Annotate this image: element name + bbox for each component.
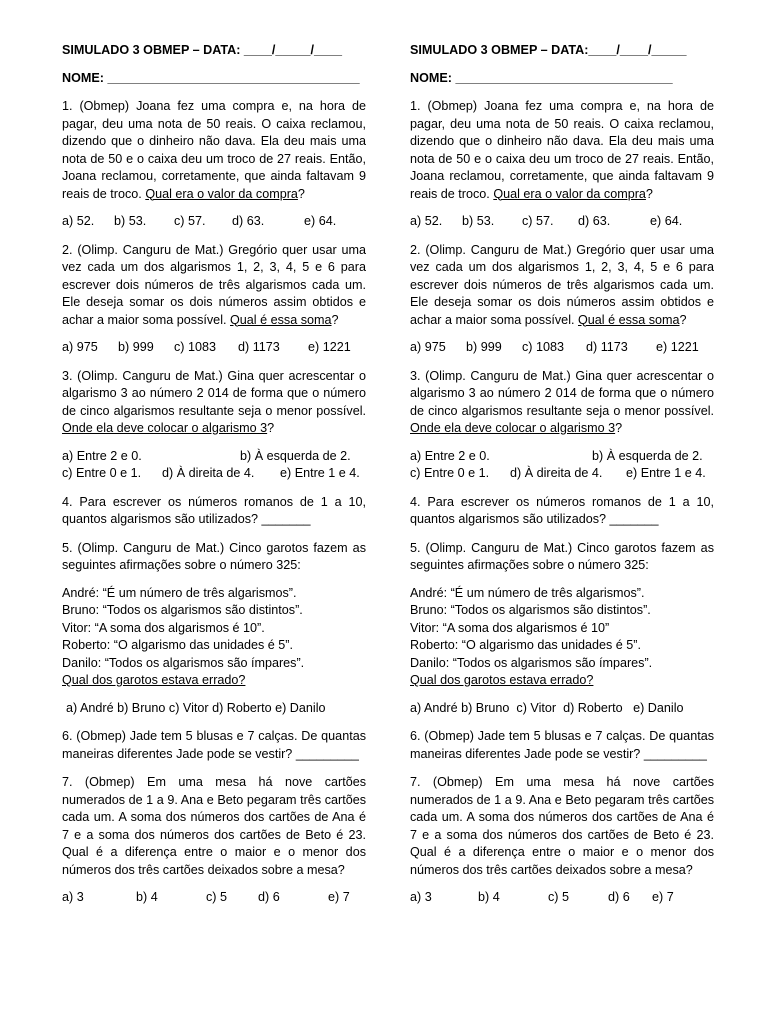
option-b: b) À esquerda de 2. (240, 448, 351, 463)
q4-text: 4. Para escrever os números romanos de 1 a 10, quantos algarismos são utilizados? _______ (410, 494, 714, 526)
q7-options (410, 889, 714, 907)
option-e: e) 7 (328, 890, 350, 904)
question-1: 1. (Obmep) Joana fez uma compra e, na hora de pagar, deu uma nota de 50 reais. O caixa reclamou, dizendo que o dinheiro não dava. Ela deu mais uma nota de 50 e o caixa deu um troco de 27 reais. Então, Joana reclamou, corretamente, que ainda faltavam 9 reais de troco. Qual era o valor da compra? a) 52. b) 53. c) 57. d) 63. e) 64. (62, 98, 366, 231)
option-d: d) Roberto (563, 700, 623, 715)
option-c: c) Entre 0 e 1. (62, 466, 142, 480)
q1-question: Qual era o valor da compra (145, 186, 298, 201)
question-3: 3. (Olimp. Canguru de Mat.) Gina quer acrescentar o algarismo 3 ao número 2 014 de forma que o número de cinco algarismos resultante seja o menor possível. Onde ela deve colocar o algarismo 3? a) Entre 2 e 0. b) À esquerda de 2. c) Entre 0 e 1. d) À direita de 4. e) Entre 1 e 4. (410, 368, 714, 483)
option-c: c) Entre 0 e 1. (410, 466, 490, 480)
q6-text: 6. (Obmep) Jade tem 5 blusas e 7 calças. De quantas maneiras diferentes Jade pode se vestir? _________ (62, 729, 366, 761)
name-line: NOME: _______________________________ (410, 70, 673, 85)
option-c: c) 5 (206, 890, 227, 904)
option-e: e) 1221 (656, 340, 699, 354)
option-a: a) 52. (410, 214, 443, 228)
option-e: e) 7 (652, 890, 674, 904)
option-c: c) Vitor (168, 700, 209, 715)
option-d: d) 1173 (238, 340, 280, 354)
option-c: c) 57. (174, 214, 206, 228)
statement-bruno: Bruno: “Todos os algarismos são distintos”. (62, 603, 303, 617)
option-a: a) Entre 2 e 0. (62, 448, 142, 463)
option-b: b) 53. (462, 214, 495, 228)
option-e: e) Danilo (275, 700, 326, 715)
q5-statements (62, 585, 366, 690)
q2-options (62, 339, 366, 357)
option-e: e) Entre 1 e 4. (626, 466, 706, 480)
question-5 (410, 540, 714, 718)
option-c: c) 5 (548, 890, 569, 904)
statement-andre: André: “É um número de três algarismos”. (62, 585, 297, 600)
q5-text: 5. (Olimp. Canguru de Mat.) Cinco garotos fazem as seguintes afirmações sobre o número 325: (410, 540, 714, 572)
statement-roberto: Roberto: “O algarismo das unidades é 5”. (62, 638, 294, 652)
option-b: b) 4 (136, 890, 158, 904)
q2-question: Qual é essa soma (230, 312, 332, 327)
option-e: e) Danilo (633, 700, 684, 715)
q7-text: 7. (Obmep) Em uma mesa há nove cartões numerados de 1 a 9. Ana e Beto pegaram três cartões cada um. A soma dos números dos cartões de Ana é 7 e a soma dos números dos cartões de Beto é 23. Qual é a diferença entre o maior e o menor dos números dos três cartões deixados sobre a mesa? (62, 775, 366, 877)
option-d: d) À direita de 4. (162, 466, 255, 480)
statement-roberto: Roberto: “O algarismo das unidades é 5”. (410, 638, 642, 652)
q1-options (62, 213, 366, 231)
q5-text: 5. (Olimp. Canguru de Mat.) Cinco garotos fazem as seguintes afirmações sobre o número 325: (62, 540, 366, 572)
q7-options (62, 889, 366, 907)
option-e: e) 64. (650, 214, 683, 228)
q1-text: 1. (Obmep) Joana fez uma compra e, na hora de pagar, deu uma nota de 50 reais. O caixa reclamou, dizendo que o dinheiro não dava. Ela deu mais uma nota de 50 e o caixa deu um troco de 27 reais. Então, Joana reclamou, corretamente, que ainda faltavam 9 reais de troco. (62, 99, 366, 201)
question-4 (62, 494, 366, 529)
question-7 (410, 774, 714, 907)
option-d: d) 63. (578, 214, 611, 228)
q5-question: Qual dos garotos estava errado? (62, 673, 246, 687)
option-b: b) 53. (114, 214, 147, 228)
q5-options (410, 700, 714, 718)
right-column (410, 42, 714, 907)
option-b: b) Bruno (117, 700, 166, 715)
q4-text: 4. Para escrever os números romanos de 1 a 10, quantos algarismos são utilizados? _______ (62, 494, 366, 526)
option-b: b) À esquerda de 2. (592, 448, 703, 463)
left-column (62, 42, 366, 907)
option-a: a) André (66, 700, 114, 715)
q7-text: 7. (Obmep) Em uma mesa há nove cartões numerados de 1 a 9. Ana e Beto pegaram três cartões cada um. A soma dos números dos cartões de Ana é 7 e a soma dos números dos cartões de Beto é 23. Qual é a diferença entre o maior e o menor dos números dos três cartões deixados sobre a mesa? (410, 775, 714, 877)
option-e: e) 64. (304, 214, 337, 228)
option-a: a) 3 (410, 890, 432, 904)
q5-options (62, 700, 366, 718)
q5-question: Qual dos garotos estava errado? (410, 673, 594, 687)
option-c: c) 1083 (522, 340, 565, 354)
question-2: 2. (Olimp. Canguru de Mat.) Gregório quer usar uma vez cada um dos algarismos 1, 2, 3, 4, 5 e 6 para escrever dois números de três algarismos cada um. Ele deseja somar os dois números assim obtidos e achar a maior soma possível. Qual é essa soma? a) 975 b) 999 c) 1083 d) 1173 e) 1221 (62, 242, 366, 357)
option-c: c) Vitor (516, 700, 557, 715)
option-d: d) À direita de 4. (510, 466, 603, 480)
q3-options (410, 448, 714, 483)
option-d: d) 1173 (586, 340, 628, 354)
option-a: a) 975 (62, 340, 98, 354)
option-b: b) Bruno (461, 700, 510, 715)
option-e: e) Entre 1 e 4. (280, 466, 360, 480)
exam-title: SIMULADO 3 OBMEP – DATA: ____/_____/____ (62, 43, 342, 57)
option-a: a) André (410, 700, 458, 715)
question-6 (410, 728, 714, 763)
q1-text: 1. (Obmep) Joana fez uma compra e, na hora de pagar, deu uma nota de 50 reais. O caixa reclamou, dizendo que o dinheiro não dava. Ela deu mais uma nota de 50 e o caixa deu um troco de 27 reais. Então, Joana reclamou, corretamente, que ainda faltavam 9 reais de troco. (410, 99, 714, 201)
q3-options (62, 448, 366, 483)
statement-vitor: Vitor: “A soma dos algarismos é 10”. (62, 620, 265, 635)
question-7 (62, 774, 366, 907)
q2-text: 2. (Olimp. Canguru de Mat.) Gregório quer usar uma vez cada um dos algarismos 1, 2, 3, 4, 5 e 6 para escrever dois números de três algarismos cada um. Ele deseja somar os dois números assim obtidos e achar a maior soma possível. (62, 242, 366, 327)
q2-question: Qual é essa soma (578, 312, 680, 327)
option-e: e) 1221 (308, 340, 351, 354)
statement-danilo: Danilo: “Todos os algarismos são ímpares”. (62, 655, 305, 670)
question-4 (410, 494, 714, 529)
q2-text: 2. (Olimp. Canguru de Mat.) Gregório quer usar uma vez cada um dos algarismos 1, 2, 3, 4, 5 e 6 para escrever dois números de três algarismos cada um. Ele deseja somar os dois números assim obtidos e achar a maior soma possível. (410, 242, 714, 327)
statement-bruno: Bruno: “Todos os algarismos são distintos”. (410, 603, 651, 617)
question-3: 3. (Olimp. Canguru de Mat.) Gina quer acrescentar o algarismo 3 ao número 2 014 de forma que o número de cinco algarismos resultante seja o menor possível. Onde ela deve colocar o algarismo 3? a) Entre 2 e 0. b) À esquerda de 2. c) Entre 0 e 1. d) À direita de 4. e) Entre 1 e 4. (62, 368, 366, 483)
option-d: d) 63. (232, 214, 265, 228)
q3-question: Onde ela deve colocar o algarismo 3 (410, 421, 616, 435)
q2-options (410, 339, 714, 357)
option-c: c) 1083 (174, 340, 217, 354)
option-b: b) 4 (478, 890, 500, 904)
option-c: c) 57. (522, 214, 554, 228)
question-5 (62, 540, 366, 718)
question-1: 1. (Obmep) Joana fez uma compra e, na hora de pagar, deu uma nota de 50 reais. O caixa reclamou, dizendo que o dinheiro não dava. Ela deu mais uma nota de 50 e o caixa deu um troco de 27 reais. Então, Joana reclamou, corretamente, que ainda faltavam 9 reais de troco. Qual era o valor da compra? a) 52. b) 53. c) 57. d) 63. e) 64. (410, 98, 714, 231)
question-2: 2. (Olimp. Canguru de Mat.) Gregório quer usar uma vez cada um dos algarismos 1, 2, 3, 4, 5 e 6 para escrever dois números de três algarismos cada um. Ele deseja somar os dois números assim obtidos e achar a maior soma possível. Qual é essa soma? a) 975 b) 999 c) 1083 d) 1173 e) 1221 (410, 242, 714, 357)
q3-text: 3. (Olimp. Canguru de Mat.) Gina quer acrescentar o algarismo 3 ao número 2 014 de forma que o número de cinco algarismos resultante seja o menor possível. (410, 368, 714, 418)
name-line: NOME: ____________________________________ (62, 70, 360, 85)
option-d: d) Roberto (212, 700, 272, 715)
q1-question: Qual era o valor da compra (493, 186, 646, 201)
q3-text: 3. (Olimp. Canguru de Mat.) Gina quer acrescentar o algarismo 3 ao número 2 014 de forma que o número de cinco algarismos resultante seja o menor possível. (62, 368, 366, 418)
q6-text: 6. (Obmep) Jade tem 5 blusas e 7 calças. De quantas maneiras diferentes Jade pode se vestir? _________ (410, 729, 714, 761)
option-a: a) 3 (62, 890, 84, 904)
option-a: a) 975 (410, 340, 446, 354)
q1-options (410, 213, 714, 231)
statement-andre: André: “É um número de três algarismos”. (410, 585, 645, 600)
exam-title: SIMULADO 3 OBMEP – DATA:____/____/_____ (410, 43, 687, 57)
q3-question: Onde ela deve colocar o algarismo 3 (62, 421, 268, 435)
question-6 (62, 728, 366, 763)
option-a: a) Entre 2 e 0. (410, 448, 490, 463)
option-b: b) 999 (118, 340, 154, 354)
option-d: d) 6 (258, 890, 280, 904)
option-d: d) 6 (608, 890, 630, 904)
q5-statements (410, 585, 714, 690)
statement-danilo: Danilo: “Todos os algarismos são ímpares”. (410, 655, 653, 670)
statement-vitor: Vitor: “A soma dos algarismos é 10” (410, 620, 610, 635)
option-b: b) 999 (466, 340, 502, 354)
option-a: a) 52. (62, 214, 95, 228)
